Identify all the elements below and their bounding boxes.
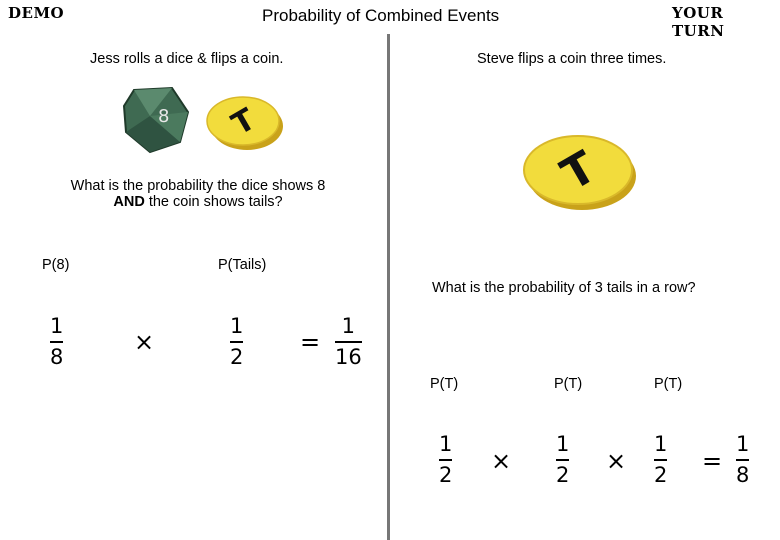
label-ptails: P(Tails) <box>218 257 267 273</box>
left-question-line2-rest: the coin shows tails? <box>144 194 283 210</box>
left-question-line2 <box>40 194 356 210</box>
fraction-one-half-3 <box>654 432 667 487</box>
coin-letter: T <box>226 102 262 143</box>
fraction-denominator: 2 <box>230 345 244 369</box>
coin-tails-icon <box>205 92 285 152</box>
multiply-sign-2: × <box>606 447 627 475</box>
fraction-bar <box>556 459 569 461</box>
coin-tails-icon-large <box>520 128 640 214</box>
fraction-bar <box>439 459 452 461</box>
fraction-numerator: 1 <box>736 432 750 456</box>
fraction-bar <box>736 459 749 461</box>
multiply-sign: × <box>134 328 155 356</box>
fraction-numerator: 1 <box>654 432 668 456</box>
fraction-denominator: 8 <box>736 463 750 487</box>
fraction-numerator: 1 <box>439 432 453 456</box>
multiply-sign-1: × <box>491 447 512 475</box>
fraction-bar <box>335 341 362 343</box>
equals-sign-right: = <box>702 447 723 475</box>
equals-sign: = <box>300 328 321 356</box>
right-question: What is the probability of 3 tails in a row? <box>432 280 696 296</box>
fraction-denominator: 2 <box>654 463 668 487</box>
fraction-bar <box>50 341 63 343</box>
fraction-denominator: 2 <box>556 463 570 487</box>
left-question <box>40 178 356 210</box>
label-pt-1: P(T) <box>430 376 459 392</box>
panel-divider <box>387 34 390 540</box>
fraction-one-half <box>230 314 243 369</box>
label-p8: P(8) <box>42 257 70 273</box>
label-pt-2: P(T) <box>554 376 583 392</box>
fraction-one-half-2 <box>556 432 569 487</box>
label-pt-3: P(T) <box>654 376 683 392</box>
fraction-numerator: 1 <box>230 314 244 338</box>
and-emphasis: AND <box>113 194 145 210</box>
fraction-one-eighth <box>50 314 63 369</box>
ten-sided-dice-icon <box>120 86 192 154</box>
left-question-line1: What is the probability the dice shows 8 <box>70 178 326 194</box>
fraction-denominator: 2 <box>439 463 453 487</box>
fraction-bar <box>654 459 667 461</box>
fraction-denominator: 16 <box>335 345 362 369</box>
fraction-numerator: 1 <box>50 314 64 338</box>
demo-label: DEMO <box>8 4 65 22</box>
fraction-numerator: 1 <box>341 314 356 338</box>
fraction-numerator: 1 <box>556 432 570 456</box>
left-question-intro: Jess rolls a dice & flips a coin. <box>90 51 284 67</box>
page-title: Probability of Combined Events <box>262 6 500 25</box>
your-turn-label: YOUR TURN <box>672 4 725 40</box>
dice-digit-label: 8 <box>158 106 170 127</box>
fraction-one-half-1 <box>439 432 452 487</box>
fraction-denominator: 8 <box>50 345 64 369</box>
fraction-result <box>335 314 362 369</box>
fraction-result-right <box>736 432 749 487</box>
fraction-bar <box>230 341 243 343</box>
coin-letter-large: T <box>553 141 605 201</box>
right-question-intro: Steve flips a coin three times. <box>477 51 667 67</box>
